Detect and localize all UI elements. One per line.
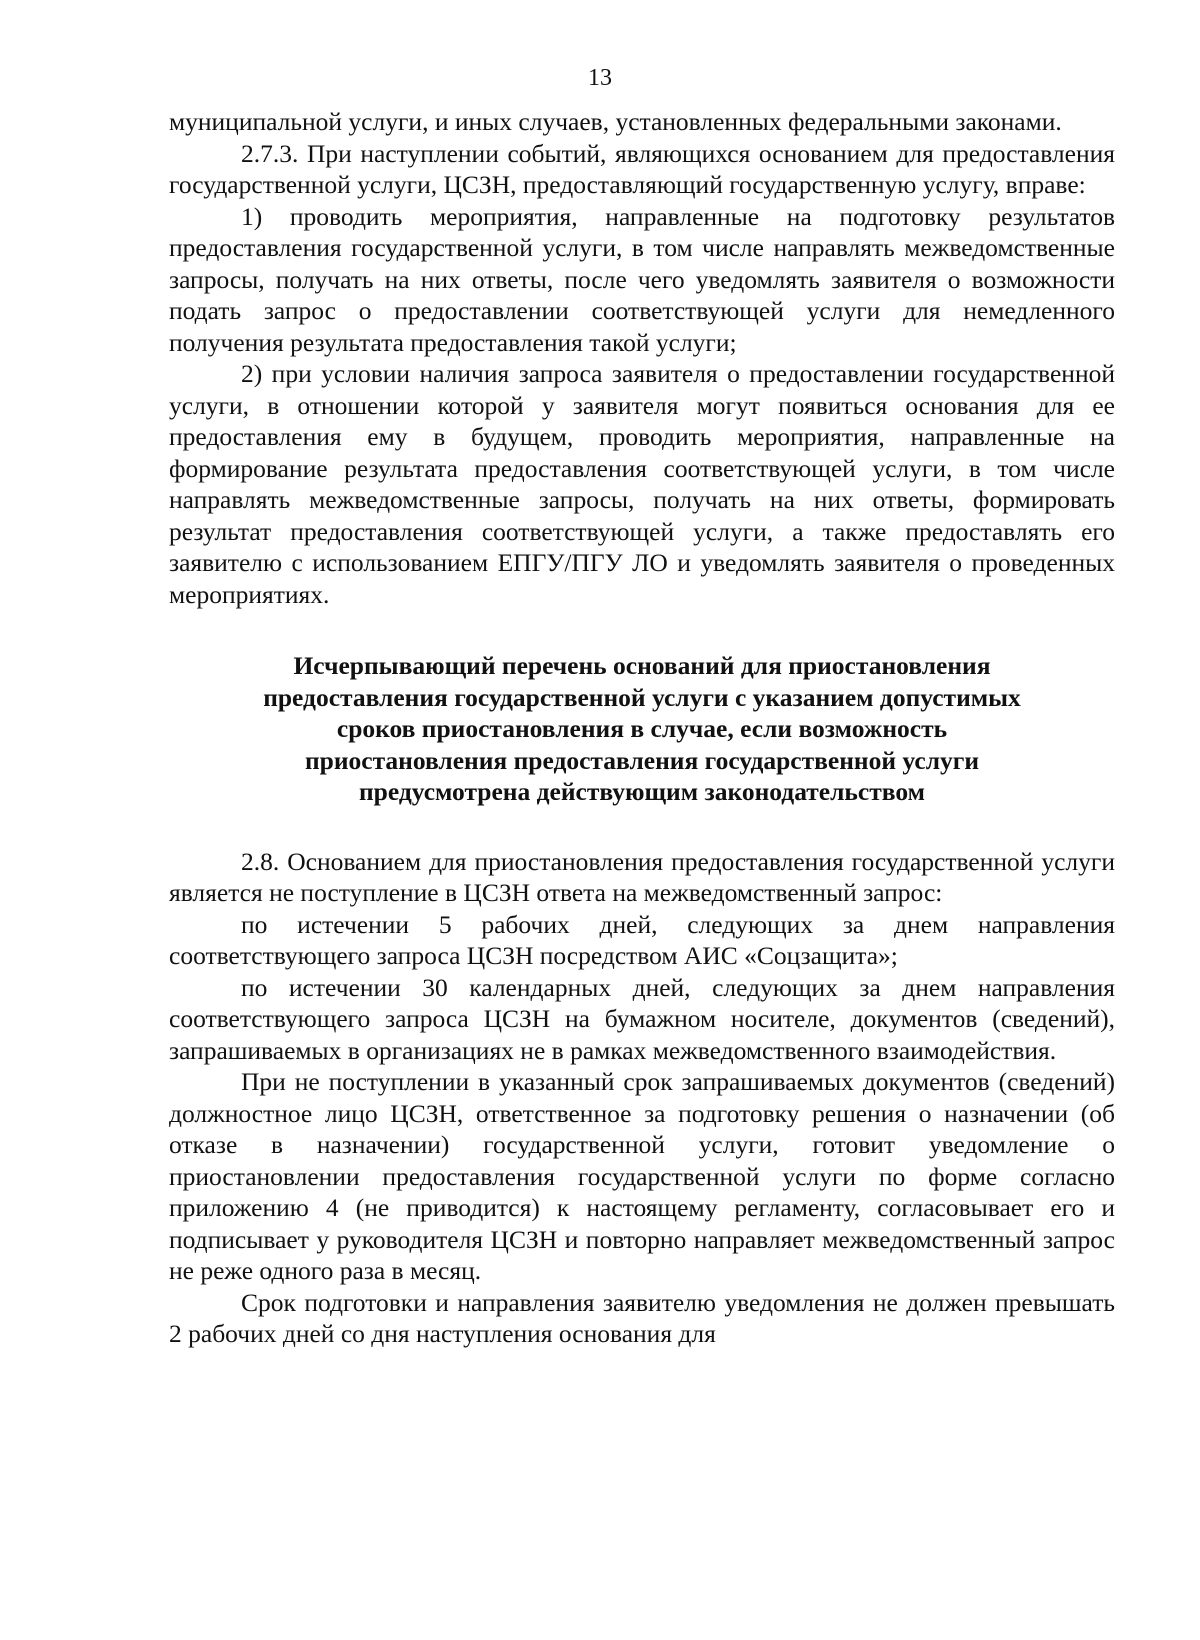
paragraph-2-7-3: 2.7.3. При наступлении событий, являющихся основанием для предоставления государственной услуги, ЦСЗН, предоставляющий государственную услугу, вправе:	[169, 138, 1115, 199]
list-item-1: 1) проводить мероприятия, направленные на подготовку результатов предоставления государственной услуги, в том числе направлять межведомственные запросы, получать на них ответы, после чего уведомлять заявителя о возможности подать запрос о предоставлении соответствующей услуги для немедленного получения результата предоставления такой услуги;	[169, 201, 1115, 357]
document-body	[169, 106, 1115, 1350]
heading-line: предусмотрена действующим законодательством	[358, 777, 925, 806]
heading-line: предоставления государственной услуги с указанием допустимых	[263, 682, 1021, 712]
paragraph-deadline: Срок подготовки и направления заявителю уведомления не должен превышать 2 рабочих дней со дня наступления основания для	[169, 1287, 1115, 1348]
paragraph-continuation: муниципальной услуги, и иных случаев, установленных федеральными законами.	[169, 107, 1062, 136]
heading-line: сроков приостановления в случае, если возможность	[336, 714, 948, 743]
page-number: 13	[588, 65, 612, 91]
heading-line: Исчерпывающий перечень оснований для приостановления	[293, 651, 991, 680]
list-item-2: 2) при условии наличия запроса заявителя о предоставлении государственной услуги, в отношении которой у заявителя могут появиться основания для ее предоставления ему в будущем, проводить мероприятия, направленные на формирование результата предоставления соответствующей услуги, в том числе направлять межведомственные запросы, получать на них ответы, формировать результат предоставления соответствующей услуги, а также предоставлять его заявителю с использованием ЕПГУ/ПГУ ЛО и уведомлять заявителя о проведенных мероприятиях.	[169, 359, 1115, 609]
paragraph-5-days: по истечении 5 рабочих дней, следующих за днем направления соответствующего запроса ЦСЗН посредством АИС «Соцзащита»;	[169, 909, 1115, 970]
paragraph-2-8: 2.8. Основанием для приостановления предоставления государственной услуги является не поступление в ЦСЗН ответа на межведомственный запрос:	[169, 846, 1115, 907]
heading-line: приостановления предоставления государственной услуги	[304, 745, 980, 775]
section-heading	[169, 650, 1115, 808]
paragraph-30-days: по истечении 30 календарных дней, следующих за днем направления соответствующего запроса ЦСЗН на бумажном носителе, документов (сведений), запрашиваемых в организациях не в рамках межведомственного взаимодействия.	[169, 972, 1115, 1065]
paragraph-notification: При не поступлении в указанный срок запрашиваемых документов (сведений) должностное лицо ЦСЗН, ответственное за подготовку решения о назначении (об отказе в назначении) государственной услуги, готовит уведомление о приостановлении предоставления государственной услуги по форме согласно приложению 4 (не приводится) к настоящему регламенту, согласовывает его и подписывает у руководителя ЦСЗН и повторно направляет межведомственный запрос не реже одного раза в месяц.	[169, 1067, 1115, 1285]
